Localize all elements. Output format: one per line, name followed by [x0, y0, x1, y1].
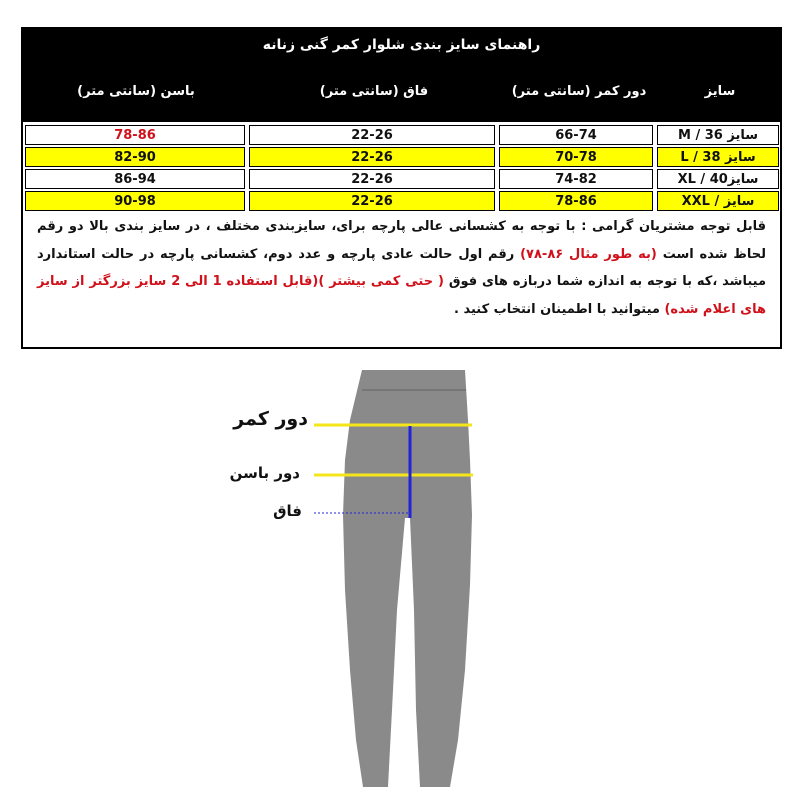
label-hip: دور باسن [229, 464, 300, 482]
header-inseam: فاق (سانتی متر) [319, 84, 429, 99]
header-hip: باسن (سانتی متر) [77, 84, 195, 99]
cell-hip: 78-86 [25, 125, 245, 145]
cell-size: سایز40 / XL [657, 169, 779, 189]
label-waist: دور کمر [233, 408, 308, 430]
size-chart-table [21, 27, 782, 349]
cell-size: سایز / XXL [657, 191, 779, 211]
cell-waist: 78-86 [499, 191, 653, 211]
cell-inseam: 22-26 [249, 169, 495, 189]
customer-note [37, 213, 766, 323]
note-part2: رقم اول حالت عادی پارچه و عدد دوم، کشسانی پارچه در حالت استاندارد میباشد ،که با توجه به اندازه شما دربازه های فوق [37, 246, 766, 289]
header-waist: دور کمر (سانتی متر) [511, 84, 647, 99]
table-row [23, 124, 780, 146]
note-part1: قابل توجه مشتریان گرامی : با توجه به کشسانی عالی پارچه برای، سایزبندی مختلف ، در سایز بندی بالا دو رقم لحاظ شده است [37, 219, 766, 262]
cell-hip: 90-98 [25, 191, 245, 211]
leggings-silhouette [343, 370, 472, 787]
leggings-measurement-figure [0, 350, 800, 800]
note-example: (به طور مثال ۸۶-۷۸) [520, 246, 657, 262]
cell-size: سایز 38 / L [657, 147, 779, 167]
cell-inseam: 22-26 [249, 191, 495, 211]
cell-inseam: 22-26 [249, 147, 495, 167]
label-inseam: فاق [273, 502, 302, 520]
table-row [23, 146, 780, 168]
header-size: سایز [704, 84, 736, 99]
table-row [23, 190, 780, 212]
cell-waist: 70-78 [499, 147, 653, 167]
note-part3: میتوانید با اطمینان انتخاب کنید . [454, 301, 665, 317]
note-caveat: ( حتی کمی بیشتر )(قابل استفاده 1 الی 2 سایز بزرگتر از سایز های اعلام شده) [37, 274, 766, 317]
leggings-illustration [0, 350, 800, 800]
cell-size: سایز 36 / M [657, 125, 779, 145]
cell-inseam: 22-26 [249, 125, 495, 145]
cell-waist: 66-74 [499, 125, 653, 145]
cell-hip: 82-90 [25, 147, 245, 167]
table-row [23, 168, 780, 190]
cell-waist: 74-82 [499, 169, 653, 189]
cell-hip: 86-94 [25, 169, 245, 189]
table-title: راهنمای سایز بندی شلوار کمر گنی زنانه [23, 29, 780, 62]
table-header-row [23, 62, 780, 122]
